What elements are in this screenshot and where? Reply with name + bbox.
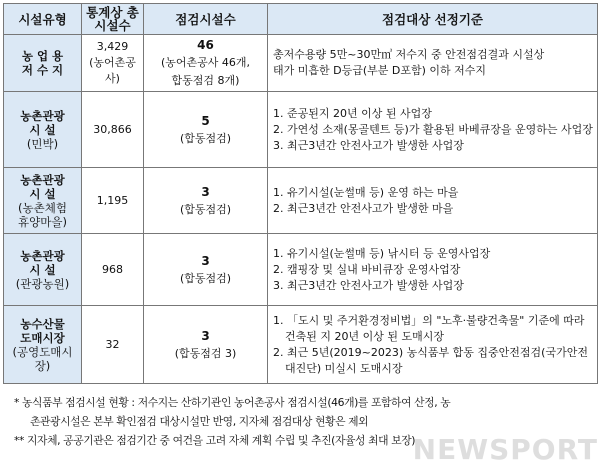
- facility-type-sub: (민박): [26, 136, 59, 151]
- inspection-count-value: 3: [201, 328, 210, 343]
- criteria-item: 1. 유기시설(눈썰매 등) 낚시터 등 운영사업장: [273, 246, 491, 260]
- facility-type-label: 농촌관광 시 설: [20, 108, 65, 137]
- inspection-count-value: 5: [201, 113, 210, 128]
- criteria-item: 3. 최근3년간 안전사고가 발생한 사업장: [273, 138, 464, 152]
- header-criteria: 점검대상 선정기준: [268, 4, 598, 35]
- total-count-cell: 32: [82, 306, 144, 384]
- facility-type-cell: [4, 35, 82, 92]
- inspection-count-cell: [144, 92, 268, 168]
- criteria-item: 2. 최근3년간 안전사고가 발생한 마을: [273, 201, 454, 215]
- inspection-count-value: 3: [201, 253, 210, 268]
- criteria-item: 총저수용량 5만~30만㎥ 저수지 중 안전점검결과 시설상: [273, 48, 545, 61]
- footnote-1-cont: 촌관광시설은 본부 확인점검 대상시설만 반영, 지자체 점검대상 현황은 제외: [30, 415, 369, 428]
- facility-type-cell: [4, 234, 82, 306]
- header-facility-type: 시설유형: [4, 4, 82, 35]
- criteria-item: 3. 최근3년간 안전사고가 발생한 사업장: [273, 278, 464, 292]
- total-count-cell: 968: [82, 234, 144, 306]
- inspection-count-cell: [144, 168, 268, 234]
- watermark: NEWSPORT: [412, 433, 598, 466]
- facility-type-sub: (관광농원): [15, 276, 70, 291]
- inspection-count-cell: [144, 306, 268, 384]
- facility-type-label: 농수산물 도매시장: [20, 316, 65, 345]
- criteria-cell: [268, 35, 598, 92]
- criteria-item: 1. 「도시 및 주거환경정비법」의 "노후·불량건축물" 기준에 따라 건축된 지 20년 이상 된 도매시장: [273, 313, 585, 343]
- table-row: [4, 306, 598, 384]
- criteria-cell: [268, 92, 598, 168]
- facility-type-label: 농촌관광 시 설: [20, 248, 65, 277]
- header-row: [4, 4, 598, 35]
- total-count-cell: 30,866: [82, 92, 144, 168]
- facility-type-label: 농촌관광 시 설: [20, 172, 65, 201]
- inspection-count-note: (합동점검): [179, 202, 232, 216]
- criteria-item: 2. 최근 5년(2019~2023) 농식품부 합동 집중안전점검(국가안전대진단) 미실시 도매시장: [273, 345, 588, 375]
- inspection-count-note: (농어촌공사 46개, 합동점검 8개): [160, 56, 251, 87]
- criteria-item: 태가 미흡한 D등급(부분 D포함) 이하 저수지: [273, 64, 487, 77]
- total-count-cell: 3,429 (농어촌공사): [82, 35, 144, 92]
- inspection-table: [3, 3, 598, 384]
- inspection-count-note: (합동점검): [179, 131, 232, 145]
- table-row: [4, 35, 598, 92]
- header-total-count: 통계상 총 시설수: [82, 4, 144, 35]
- inspection-count-note: (합동점검): [179, 271, 232, 285]
- footnote-1: * 농식품부 점검시설 현황 : 저수지는 산하기관인 농어촌공사 점검시설(46개)를 포함하여 산정, 농: [14, 396, 451, 409]
- inspection-count-value: 46: [197, 38, 214, 52]
- table-row: [4, 234, 598, 306]
- facility-type-label: 농 업 용 저 수 지: [21, 49, 64, 77]
- facility-type-cell: [4, 92, 82, 168]
- criteria-item: 1. 유기시설(눈썰매 등) 운영 하는 마을: [273, 185, 459, 199]
- table-row: [4, 168, 598, 234]
- facility-type-sub: (공영도매시장): [12, 344, 73, 373]
- criteria-item: 1. 준공된지 20년 이상 된 사업장: [273, 106, 432, 120]
- header-inspection-count: 점검시설수: [144, 4, 268, 35]
- criteria-cell: [268, 306, 598, 384]
- facility-type-sub: (농촌체험 휴양마을): [18, 200, 67, 229]
- criteria-item: 2. 캠핑장 및 실내 바비큐장 운영사업장: [273, 262, 461, 276]
- criteria-cell: [268, 168, 598, 234]
- inspection-count-cell: [144, 234, 268, 306]
- facility-type-cell: [4, 168, 82, 234]
- footnote-2: ** 지자체, 공공기관은 점검기간 중 여건을 고려 자체 계획 수립 및 추진(자율성 최대 보장): [14, 434, 416, 447]
- criteria-cell: [268, 234, 598, 306]
- inspection-count-note: (합동점검 3): [174, 346, 237, 360]
- inspection-count-cell: [144, 35, 268, 92]
- facility-type-cell: [4, 306, 82, 384]
- table-row: [4, 92, 598, 168]
- inspection-count-value: 3: [201, 184, 210, 199]
- criteria-item: 2. 가연성 소재(몽골텐트 등)가 활용된 바베큐장을 운영하는 사업장: [273, 122, 593, 136]
- total-count-cell: 1,195: [82, 168, 144, 234]
